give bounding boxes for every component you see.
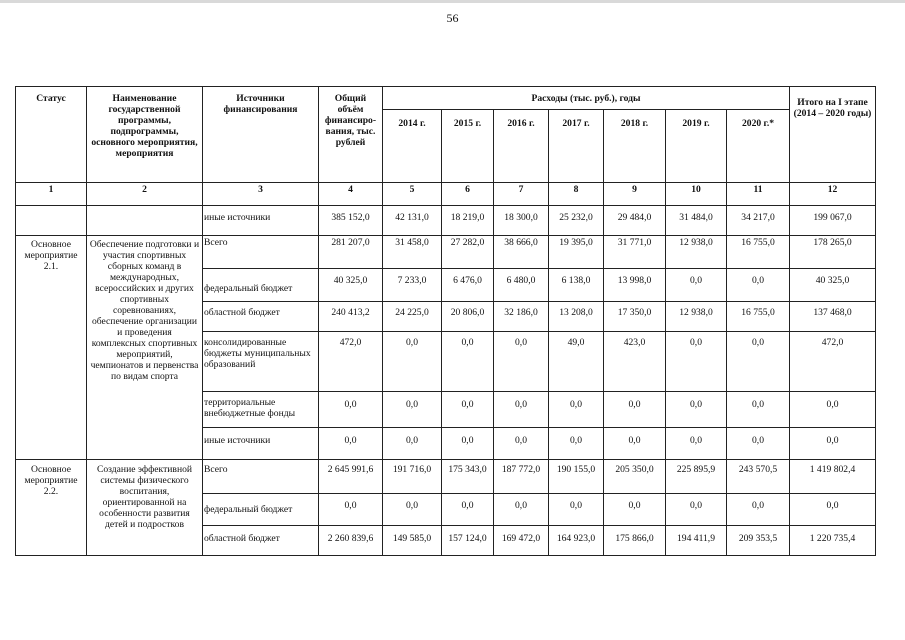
value-cell: 1 220 735,4 bbox=[790, 526, 876, 556]
column-number: 5 bbox=[383, 183, 442, 206]
value-cell: 0,0 bbox=[727, 332, 790, 392]
value-cell: 209 353,5 bbox=[727, 526, 790, 556]
column-number: 6 bbox=[442, 183, 494, 206]
value-cell: 0,0 bbox=[604, 428, 666, 460]
scan-top-border bbox=[0, 0, 905, 3]
header-year: 2019 г. bbox=[666, 110, 727, 183]
source-cell: Всего bbox=[203, 236, 319, 269]
source-cell: федеральный бюджет bbox=[203, 269, 319, 302]
value-cell: 17 350,0 bbox=[604, 302, 666, 332]
table-row bbox=[16, 236, 876, 269]
value-cell: 190 155,0 bbox=[549, 460, 604, 494]
value-cell: 0,0 bbox=[494, 392, 549, 428]
value-cell: 40 325,0 bbox=[319, 269, 383, 302]
value-cell: 0,0 bbox=[727, 428, 790, 460]
value-cell: 6 476,0 bbox=[442, 269, 494, 302]
value-cell: 240 413,2 bbox=[319, 302, 383, 332]
value-cell: 281 207,0 bbox=[319, 236, 383, 269]
value-cell: 175 866,0 bbox=[604, 526, 666, 556]
header-year: 2017 г. bbox=[549, 110, 604, 183]
value-cell: 49,0 bbox=[549, 332, 604, 392]
header-sources: Источники финансирования bbox=[203, 87, 319, 183]
value-cell: 225 895,9 bbox=[666, 460, 727, 494]
column-number: 8 bbox=[549, 183, 604, 206]
value-cell: 0,0 bbox=[666, 428, 727, 460]
column-number: 1 bbox=[16, 183, 87, 206]
value-cell: 199 067,0 bbox=[790, 206, 876, 236]
source-cell: Всего bbox=[203, 460, 319, 494]
value-cell: 20 806,0 bbox=[442, 302, 494, 332]
value-cell: 18 300,0 bbox=[494, 206, 549, 236]
column-number: 2 bbox=[87, 183, 203, 206]
value-cell: 0,0 bbox=[319, 392, 383, 428]
header-row-1 bbox=[16, 87, 876, 110]
value-cell: 2 260 839,6 bbox=[319, 526, 383, 556]
value-cell: 31 771,0 bbox=[604, 236, 666, 269]
value-cell: 12 938,0 bbox=[666, 236, 727, 269]
source-cell: областной бюджет bbox=[203, 526, 319, 556]
value-cell: 0,0 bbox=[727, 269, 790, 302]
source-cell: областной бюджет bbox=[203, 302, 319, 332]
value-cell: 0,0 bbox=[727, 392, 790, 428]
value-cell: 6 138,0 bbox=[549, 269, 604, 302]
value-cell: 157 124,0 bbox=[442, 526, 494, 556]
value-cell: 25 232,0 bbox=[549, 206, 604, 236]
header-total-stage: Итого на I этапе (2014 – 2020 годы) bbox=[790, 87, 876, 183]
table-row bbox=[16, 460, 876, 494]
value-cell: 137 468,0 bbox=[790, 302, 876, 332]
value-cell: 40 325,0 bbox=[790, 269, 876, 302]
value-cell: 0,0 bbox=[790, 392, 876, 428]
value-cell: 423,0 bbox=[604, 332, 666, 392]
value-cell: 191 716,0 bbox=[383, 460, 442, 494]
header-year: 2020 г.* bbox=[727, 110, 790, 183]
header-expenses: Расходы (тыс. руб.), годы bbox=[383, 87, 790, 110]
value-cell: 0,0 bbox=[442, 494, 494, 526]
value-cell: 187 772,0 bbox=[494, 460, 549, 494]
column-number: 9 bbox=[604, 183, 666, 206]
value-cell: 13 208,0 bbox=[549, 302, 604, 332]
value-cell: 0,0 bbox=[319, 428, 383, 460]
column-number-row bbox=[16, 183, 876, 206]
value-cell: 0,0 bbox=[494, 332, 549, 392]
value-cell: 0,0 bbox=[604, 494, 666, 526]
value-cell: 0,0 bbox=[494, 428, 549, 460]
value-cell: 0,0 bbox=[790, 494, 876, 526]
value-cell: 24 225,0 bbox=[383, 302, 442, 332]
header-total-volume: Общий объём финансиро-вания, тыс. рублей bbox=[319, 87, 383, 183]
value-cell: 169 472,0 bbox=[494, 526, 549, 556]
value-cell: 7 233,0 bbox=[383, 269, 442, 302]
value-cell: 0,0 bbox=[549, 428, 604, 460]
value-cell: 194 411,9 bbox=[666, 526, 727, 556]
column-number: 7 bbox=[494, 183, 549, 206]
value-cell: 34 217,0 bbox=[727, 206, 790, 236]
status-cell: Основное мероприятие 2.2. bbox=[16, 460, 87, 556]
value-cell: 0,0 bbox=[727, 494, 790, 526]
value-cell: 0,0 bbox=[494, 494, 549, 526]
status-cell bbox=[16, 206, 87, 236]
value-cell: 0,0 bbox=[383, 494, 442, 526]
value-cell: 0,0 bbox=[666, 494, 727, 526]
value-cell: 42 131,0 bbox=[383, 206, 442, 236]
column-number: 11 bbox=[727, 183, 790, 206]
name-cell: Обеспечение подготовки и участия спортивных сборных команд в международных, всероссийских и других спортивных соревнованиях, обеспечение организации и проведения комплексных спортивных мероприятий, чемпионатов и первенства по видам спорта bbox=[87, 236, 203, 460]
value-cell: 27 282,0 bbox=[442, 236, 494, 269]
name-cell bbox=[87, 206, 203, 236]
value-cell: 0,0 bbox=[666, 269, 727, 302]
header-name: Наименование государственной программы, подпрограммы, основного мероприятия, мероприятия bbox=[87, 87, 203, 183]
header-year: 2014 г. bbox=[383, 110, 442, 183]
table-row bbox=[16, 206, 876, 236]
value-cell: 38 666,0 bbox=[494, 236, 549, 269]
header-year: 2016 г. bbox=[494, 110, 549, 183]
value-cell: 0,0 bbox=[383, 428, 442, 460]
value-cell: 16 755,0 bbox=[727, 302, 790, 332]
status-cell: Основное мероприятие 2.1. bbox=[16, 236, 87, 460]
header-year: 2015 г. bbox=[442, 110, 494, 183]
value-cell: 0,0 bbox=[383, 392, 442, 428]
header-status: Статус bbox=[16, 87, 87, 183]
source-cell: иные источники bbox=[203, 428, 319, 460]
value-cell: 16 755,0 bbox=[727, 236, 790, 269]
value-cell: 243 570,5 bbox=[727, 460, 790, 494]
financing-table bbox=[15, 86, 876, 556]
value-cell: 472,0 bbox=[319, 332, 383, 392]
value-cell: 31 484,0 bbox=[666, 206, 727, 236]
value-cell: 12 938,0 bbox=[666, 302, 727, 332]
column-number: 4 bbox=[319, 183, 383, 206]
value-cell: 0,0 bbox=[442, 428, 494, 460]
value-cell: 31 458,0 bbox=[383, 236, 442, 269]
value-cell: 178 265,0 bbox=[790, 236, 876, 269]
value-cell: 1 419 802,4 bbox=[790, 460, 876, 494]
value-cell: 2 645 991,6 bbox=[319, 460, 383, 494]
value-cell: 205 350,0 bbox=[604, 460, 666, 494]
value-cell: 0,0 bbox=[604, 392, 666, 428]
column-number: 10 bbox=[666, 183, 727, 206]
value-cell: 19 395,0 bbox=[549, 236, 604, 269]
column-number: 3 bbox=[203, 183, 319, 206]
name-cell: Создание эффективной системы физического воспитания, ориентированной на особенности развития детей и подростков bbox=[87, 460, 203, 556]
value-cell: 29 484,0 bbox=[604, 206, 666, 236]
value-cell: 6 480,0 bbox=[494, 269, 549, 302]
header-year: 2018 г. bbox=[604, 110, 666, 183]
source-cell: территориальные внебюджетные фонды bbox=[203, 392, 319, 428]
value-cell: 0,0 bbox=[442, 332, 494, 392]
value-cell: 32 186,0 bbox=[494, 302, 549, 332]
value-cell: 0,0 bbox=[319, 494, 383, 526]
source-cell: федеральный бюджет bbox=[203, 494, 319, 526]
page-number: 56 bbox=[446, 11, 459, 25]
value-cell: 0,0 bbox=[549, 494, 604, 526]
value-cell: 0,0 bbox=[666, 392, 727, 428]
value-cell: 0,0 bbox=[442, 392, 494, 428]
value-cell: 175 343,0 bbox=[442, 460, 494, 494]
source-cell: иные источники bbox=[203, 206, 319, 236]
column-number: 12 bbox=[790, 183, 876, 206]
value-cell: 472,0 bbox=[790, 332, 876, 392]
value-cell: 385 152,0 bbox=[319, 206, 383, 236]
value-cell: 18 219,0 bbox=[442, 206, 494, 236]
source-cell: консолидированные бюджеты муниципальных образований bbox=[203, 332, 319, 392]
value-cell: 164 923,0 bbox=[549, 526, 604, 556]
value-cell: 149 585,0 bbox=[383, 526, 442, 556]
value-cell: 0,0 bbox=[549, 392, 604, 428]
value-cell: 0,0 bbox=[790, 428, 876, 460]
value-cell: 0,0 bbox=[666, 332, 727, 392]
value-cell: 0,0 bbox=[383, 332, 442, 392]
value-cell: 13 998,0 bbox=[604, 269, 666, 302]
